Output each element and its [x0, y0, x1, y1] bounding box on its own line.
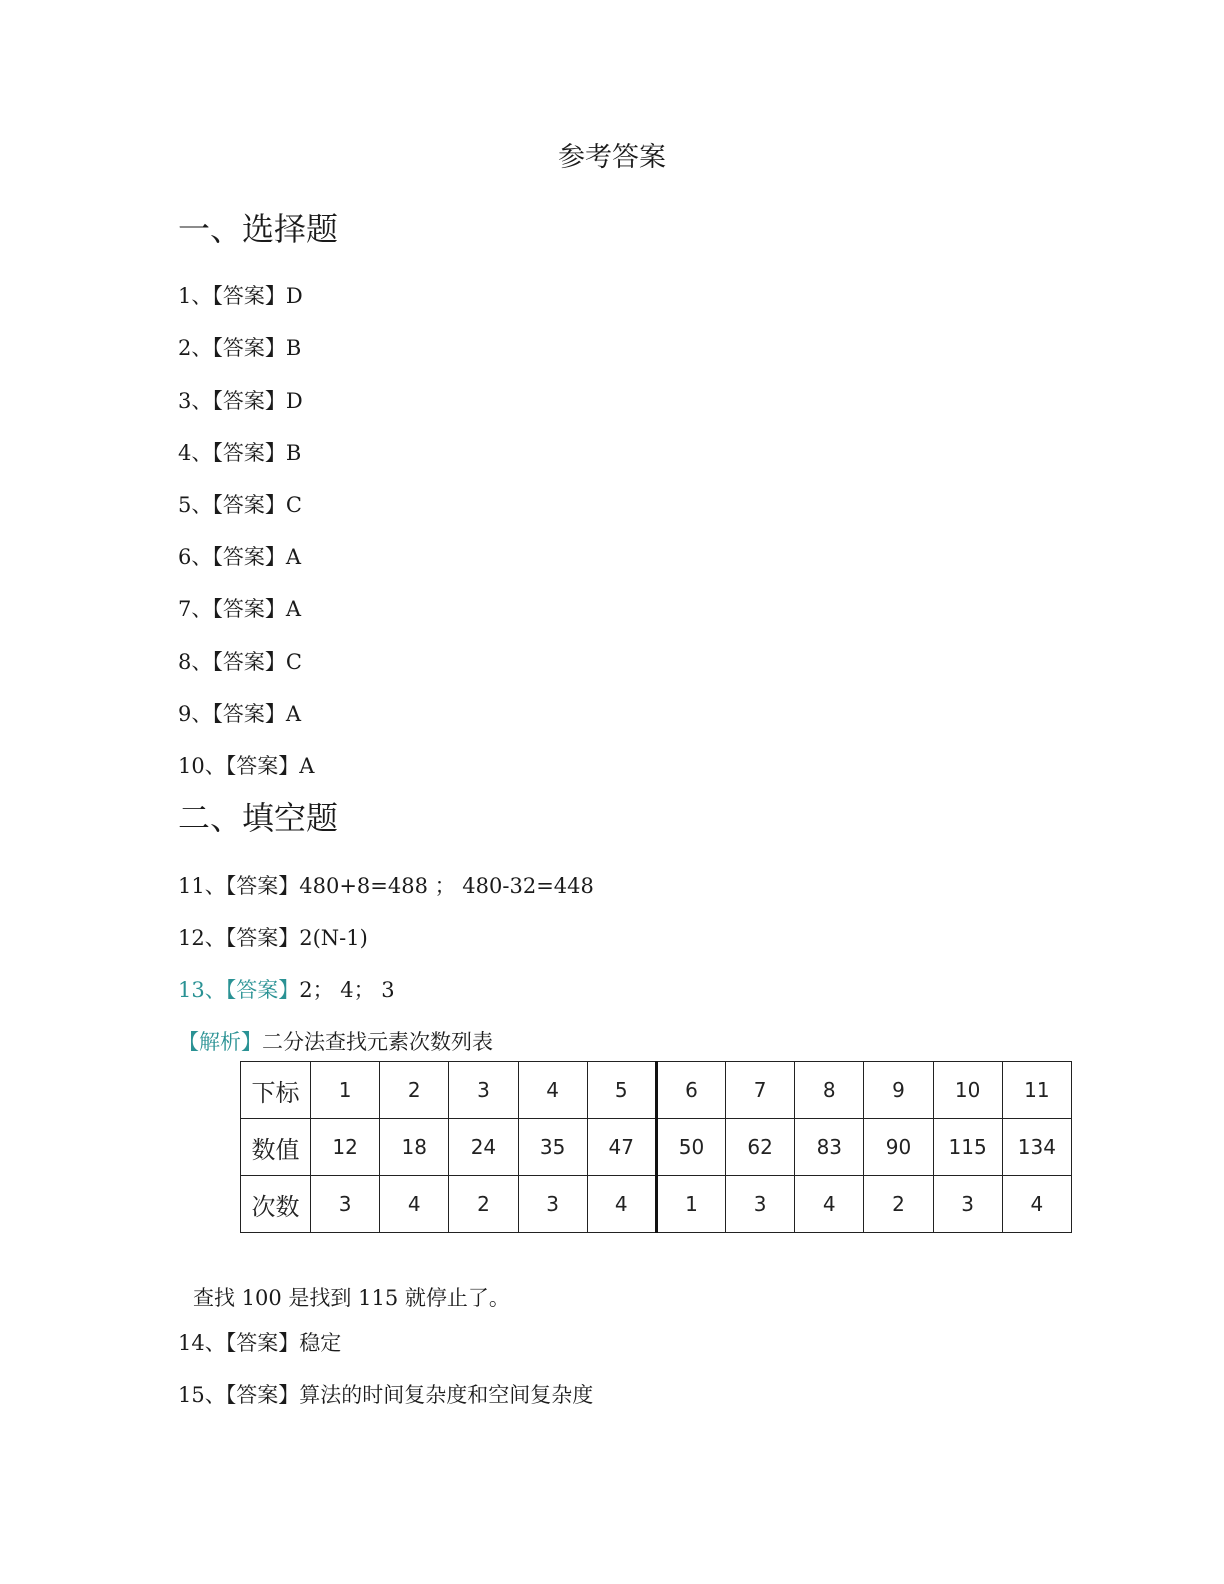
table-cell: 4	[795, 1176, 864, 1233]
question-number: 11、	[178, 874, 226, 898]
answer-tag: 【答案】	[225, 754, 300, 778]
row-header: 数值	[241, 1119, 311, 1176]
question-number: 7、	[178, 597, 213, 621]
question-number: 12、	[178, 926, 226, 950]
table-cell: 35	[518, 1119, 587, 1176]
answer-line-10	[178, 751, 314, 781]
page-title: 参考答案	[558, 142, 666, 173]
table-cell: 3	[933, 1176, 1002, 1233]
question-number: 3、	[178, 389, 213, 413]
analysis-line	[178, 1027, 493, 1057]
answer-tag: 【答案】	[225, 926, 300, 950]
answer-line-3	[178, 386, 303, 416]
answer-tag: 【答案】	[212, 597, 286, 621]
question-number: 8、	[178, 650, 213, 674]
table-row	[241, 1119, 1072, 1176]
answer-tag: 【答案】	[212, 702, 286, 726]
answer-tag: 【答案】	[225, 874, 300, 898]
table-cell: 18	[380, 1119, 449, 1176]
answer-value: A	[285, 545, 302, 569]
table-cell: 115	[933, 1119, 1002, 1176]
table-row	[241, 1062, 1072, 1119]
question-number: 4、	[178, 441, 213, 465]
answer-line-5	[178, 490, 302, 520]
table-row	[241, 1176, 1072, 1233]
question-number: 2、	[178, 336, 213, 360]
table-cell: 3	[311, 1176, 380, 1233]
answer-tag: 【答案】	[212, 441, 286, 465]
answer-tag: 【答案】	[225, 1383, 300, 1407]
answer-tag: 【答案】	[212, 493, 286, 517]
section-heading-choice: 一、选择题	[178, 210, 339, 248]
answer-tag: 【答案】	[212, 284, 286, 308]
question-number: 1、	[178, 284, 213, 308]
answer-line-2	[178, 333, 301, 363]
table-cell: 11	[1002, 1062, 1071, 1119]
answer-line-12	[178, 923, 368, 953]
table-cell: 4	[380, 1176, 449, 1233]
table-cell: 4	[1002, 1176, 1071, 1233]
answer-line-7	[178, 594, 301, 624]
binary-search-count-table	[240, 1061, 1072, 1233]
answer-line-9	[178, 699, 301, 729]
answer-value: 稳定	[299, 1331, 342, 1355]
table-cell: 2	[864, 1176, 933, 1233]
answer-value: A	[285, 597, 302, 621]
answer-line-4	[178, 438, 301, 468]
answer-value: 480+8=488 ； 480-32=448	[299, 874, 594, 898]
answer-tag: 【答案】	[225, 978, 300, 1002]
table-cell: 4	[518, 1062, 587, 1119]
answer-value: 算法的时间复杂度和空间复杂度	[299, 1383, 594, 1407]
table-cell: 12	[311, 1119, 380, 1176]
row-header: 下标	[241, 1062, 311, 1119]
question-number: 5、	[178, 493, 213, 517]
answer-line-6	[178, 542, 301, 572]
question-number: 10、	[178, 754, 226, 778]
answer-line-13	[178, 975, 395, 1005]
answer-tag: 【答案】	[212, 650, 286, 674]
table-cell: 4	[587, 1176, 656, 1233]
answer-value: B	[285, 336, 302, 360]
question-number: 9、	[178, 702, 213, 726]
answer-value: 2(N-1)	[299, 926, 368, 950]
table-cell: 3	[726, 1176, 795, 1233]
table-cell: 8	[795, 1062, 864, 1119]
table-cell: 62	[726, 1119, 795, 1176]
answer-value: D	[285, 389, 303, 413]
answer-line-11	[178, 871, 594, 901]
table-cell: 5	[587, 1062, 656, 1119]
answer-value: A	[299, 754, 315, 778]
answer-line-8	[178, 647, 302, 677]
table-cell: 50	[656, 1119, 725, 1176]
answer-value: C	[285, 493, 302, 517]
answer-value: C	[285, 650, 302, 674]
table-cell: 6	[656, 1062, 725, 1119]
section-heading-fill: 二、填空题	[178, 799, 339, 837]
question-number: 13、	[178, 978, 226, 1002]
row-header: 次数	[241, 1176, 311, 1233]
analysis-text: 二分法查找元素次数列表	[262, 1030, 493, 1054]
table-cell: 3	[518, 1176, 587, 1233]
answer-line-15	[178, 1380, 593, 1410]
table-cell: 2	[380, 1062, 449, 1119]
table-cell: 9	[864, 1062, 933, 1119]
table-cell: 7	[726, 1062, 795, 1119]
table-cell: 90	[864, 1119, 933, 1176]
search-note: 查找 100 是找到 115 就停止了。	[193, 1286, 510, 1310]
question-number: 6、	[178, 545, 213, 569]
answer-line-1	[178, 281, 303, 311]
answer-value: D	[285, 284, 303, 308]
table-cell: 24	[449, 1119, 518, 1176]
answer-tag: 【答案】	[225, 1331, 300, 1355]
table-cell: 47	[587, 1119, 656, 1176]
analysis-tag: 【解析】	[178, 1030, 262, 1054]
answer-value: A	[285, 702, 302, 726]
answer-value: 2； 4； 3	[299, 978, 395, 1002]
table-cell: 1	[656, 1176, 725, 1233]
answer-value: B	[285, 441, 302, 465]
table-cell: 3	[449, 1062, 518, 1119]
answer-line-14	[178, 1328, 341, 1358]
answer-tag: 【答案】	[212, 545, 286, 569]
table-cell: 134	[1002, 1119, 1071, 1176]
table-cell: 1	[311, 1062, 380, 1119]
question-number: 15、	[178, 1383, 226, 1407]
table-cell: 83	[795, 1119, 864, 1176]
answer-tag: 【答案】	[212, 336, 286, 360]
table-cell: 10	[933, 1062, 1002, 1119]
answer-tag: 【答案】	[212, 389, 286, 413]
table-cell: 2	[449, 1176, 518, 1233]
question-number: 14、	[178, 1331, 226, 1355]
